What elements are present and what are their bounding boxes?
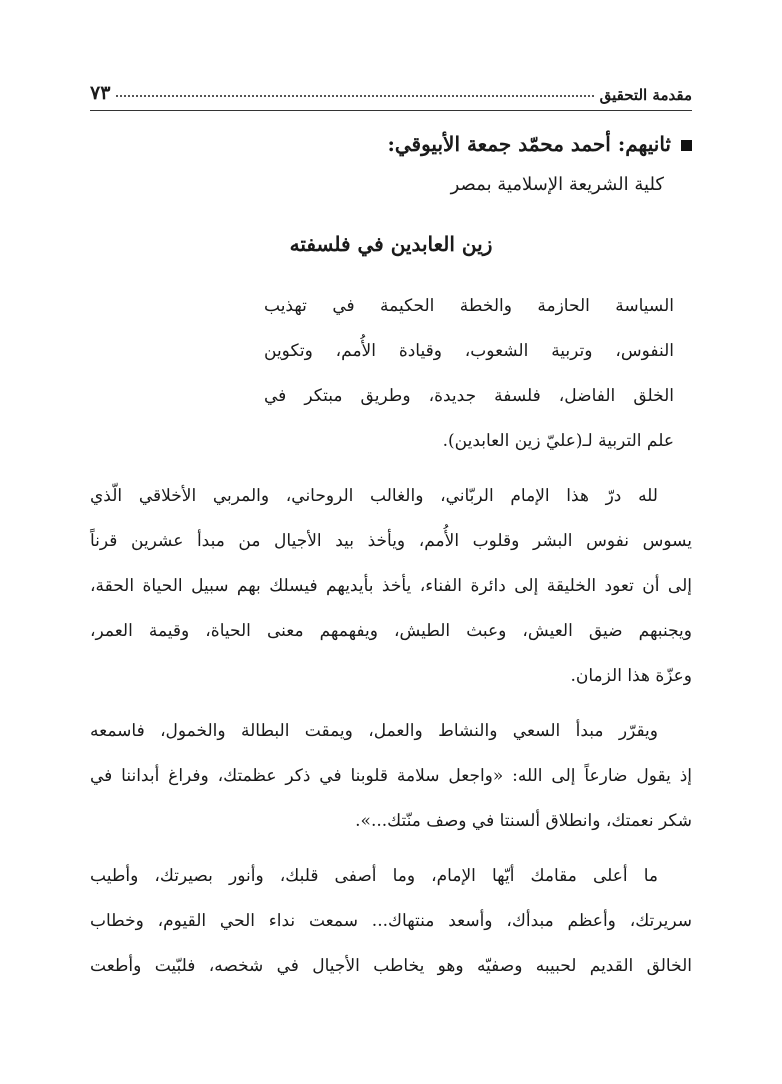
square-bullet-icon bbox=[681, 140, 692, 151]
text-line: الخالق القديم لحبيبه وصفيّه وهو يخاطب الأجيال في شخصه، فلبّيت وأطعت bbox=[90, 956, 692, 976]
verse-line: علم التربية لـ(عليّ زين العابدين). bbox=[442, 431, 674, 451]
book-page bbox=[90, 70, 692, 1030]
running-header bbox=[90, 74, 692, 104]
header-rule bbox=[90, 110, 692, 111]
author-line bbox=[90, 132, 692, 156]
section-title: مقدمة التحقيق bbox=[599, 86, 692, 104]
text-line: وعزّة هذا الزمان. bbox=[570, 666, 692, 686]
text-line: لله درّ هذا الإمام الربّاني، والغالب الروحاني، والمربي الأخلاقي الّذي bbox=[90, 486, 658, 506]
paragraph bbox=[90, 854, 692, 989]
text-line: ما أعلى مقامك أيّها الإمام، وما أصفى قلبك، وأنور بصيرتك، وأطيب bbox=[90, 866, 658, 886]
text-line: إلى أن تعود الخليقة إلى دائرة الفناء، يأخذ بأيديهم فيسلك بهم سبيل الحياة الحقة، bbox=[90, 576, 692, 596]
essay-title: زين العابدين في فلسفته bbox=[289, 232, 493, 256]
verse-line: النفوس، وتربية الشعوب، وقيادة الأُمم، وتكوين bbox=[264, 341, 674, 361]
paragraph bbox=[90, 709, 692, 844]
page-number: ٧٣ bbox=[90, 82, 111, 104]
author-label: ثانيهم: bbox=[617, 132, 671, 156]
dot-leader bbox=[116, 95, 593, 97]
verse-block bbox=[264, 284, 674, 464]
author-name: أحمد محمّد جمعة الأبيوقي: bbox=[387, 132, 611, 156]
paragraph bbox=[90, 474, 692, 699]
verse-line: السياسة الحازمة والخطة الحكيمة في تهذيب bbox=[264, 296, 674, 316]
text-line: إذ يقول ضارعاً إلى الله: «واجعل سلامة قلوبنا في ذكر عظمتك، وفراغ أبداننا في bbox=[90, 766, 692, 786]
text-line: يسوس نفوس البشر وقلوب الأُمم، ويأخذ بيد الأجيال من مبدأ عشرين قرناً bbox=[90, 531, 692, 551]
text-line: ويجنبهم ضيق العيش، وعبث الطيش، ويفهمهم معنى الحياة، وقيمة العمر، bbox=[90, 621, 692, 641]
author-affiliation: كلية الشريعة الإسلامية بمصر bbox=[450, 174, 664, 195]
text-line: ويقرّر مبدأ السعي والنشاط والعمل، ويمقت البطالة والخمول، فاسمعه bbox=[90, 721, 658, 741]
verse-line: الخلق الفاضل، فلسفة جديدة، وطريق مبتكر في bbox=[264, 386, 674, 406]
text-line: سريرتك، وأعظم مبدأك، وأسعد منتهاك... سمعت نداء الحي القيوم، وخطاب bbox=[90, 911, 692, 931]
text-line: شكر نعمتك، وانطلاق ألسنتا في وصف منّتك...». bbox=[355, 811, 692, 831]
body-text bbox=[90, 474, 692, 999]
